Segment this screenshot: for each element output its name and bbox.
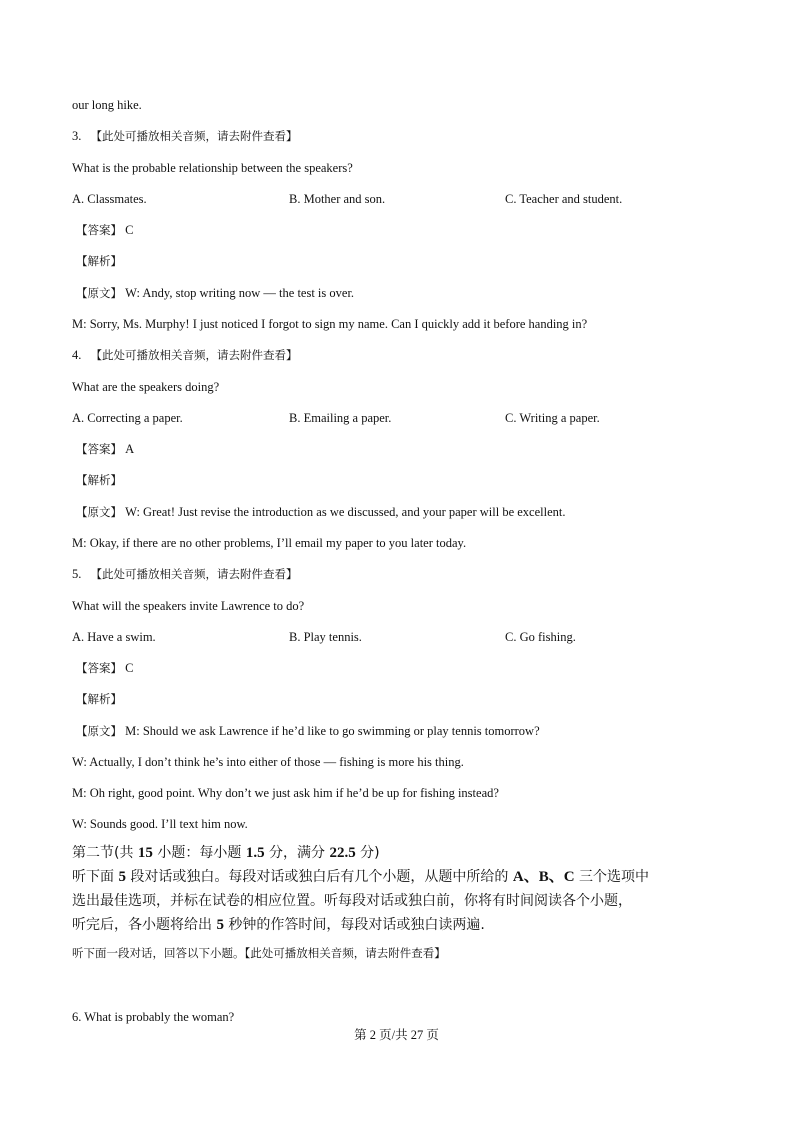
question-5-transcript-1 [76,723,540,739]
audio-placeholder: 【此处可播放相关音频，请去附件查看】 [90,348,298,362]
audio-placeholder: 【此处可播放相关音频，请去附件查看】 [90,567,298,581]
title-part: 小题：每小题 [152,845,246,861]
question-5-header [72,566,298,582]
question-number: 5. [72,567,82,581]
question-5-option-b: B. Play tennis. [289,630,362,644]
instruction-part: 三个选项中 [574,869,649,885]
question-5-transcript-4: W: Sounds good. I’ll text him now. [72,817,248,831]
question-number: 3. [72,129,82,143]
instruction-number: 5 [216,917,224,933]
question-4-answer [76,441,134,457]
question-4-option-a: A. Correcting a paper. [72,411,183,425]
answer-tag: 【答案】 [76,661,122,675]
question-5-transcript-2: W: Actually, I don’t think he’s into either of those — fishing is more his thing. [72,755,464,769]
question-3-text: What is the probable relationship between the speakers? [72,161,353,175]
transcript-line: W: Great! Just revise the introduction as we discussed, and your paper will be excellent. [125,505,566,519]
question-4-text: What are the speakers doing? [72,380,220,394]
title-number: 1.5 [245,845,265,861]
question-4-header [72,347,298,363]
transcript-tag: 【原文】 [76,505,122,519]
audio-placeholder: 【此处可播放相关音频，请去附件查看】 [90,129,298,143]
question-4-option-c: C. Writing a paper. [505,411,600,425]
transcript-line: M: Should we ask Lawrence if he’d like to go swimming or play tennis tomorrow? [125,724,540,738]
question-number: 4. [72,348,82,362]
question-5-transcript-3: M: Oh right, good point. Why don’t we just ask him if he’d be up for fishing instead? [72,786,499,800]
question-5-text: What will the speakers invite Lawrence to do? [72,599,305,613]
answer-value: A [125,442,135,456]
section-2-instruction-2: 选出最佳选项，并标在试卷的相应位置。听每段对话或独白前，你将有时间阅读各个小题， [72,893,632,909]
question-3-option-c: C. Teacher and student. [505,192,623,206]
question-3-transcript-2: M: Sorry, Ms. Murphy! I just noticed I forgot to sign my name. Can I quickly add it before handing in? [72,317,588,331]
question-3-analysis: 【解析】 [76,254,122,268]
instruction-part: 听完后，各小题将给出 [72,917,217,933]
answer-tag: 【答案】 [76,442,122,456]
transcript-line: W: Andy, stop writing now — the test is over. [125,286,355,300]
answer-value: C [125,223,134,237]
question-5-analysis: 【解析】 [76,692,122,706]
transcript-tag: 【原文】 [76,724,122,738]
answer-value: C [125,661,134,675]
section-2-instruction-1 [72,866,649,888]
question-3-answer [76,222,133,238]
question-6-text: 6. What is probably the woman? [72,1010,235,1024]
title-number: 22.5 [329,845,356,861]
question-3-option-a: A. Classmates. [72,192,147,206]
question-5-option-a: A. Have a swim. [72,630,156,644]
title-part: 分，满分 [264,845,330,861]
question-4-option-b: B. Emailing a paper. [289,411,392,425]
instruction-number: 5 [118,869,126,885]
title-part: 第二节(共 [72,845,138,861]
section-2-title [72,842,380,864]
instruction-part: 段对话或独白。每段对话或独白后有几个小题，从题中所给的 [125,869,513,885]
title-part: 分) [355,845,380,861]
listening-instruction: 听下面一段对话，回答以下小题。【此处可播放相关音频，请去附件查看】 [72,946,446,960]
question-4-transcript-1 [76,504,566,520]
continued-text: our long hike. [72,98,142,112]
question-4-analysis: 【解析】 [76,473,122,487]
title-number: 15 [137,845,153,861]
question-3-header [72,128,298,144]
transcript-tag: 【原文】 [76,286,122,300]
instruction-part: 听下面 [72,869,119,885]
page-footer: 第 2 页/共 27 页 [354,1028,439,1042]
instruction-options: A、B、C [512,869,575,885]
question-4-transcript-2: M: Okay, if there are no other problems, I’ll email my paper to you later today. [72,536,467,550]
instruction-part: 秒钟的作答时间，每段对话或独白读两遍. [223,917,485,933]
question-3-transcript-1 [76,285,354,301]
question-3-option-b: B. Mother and son. [289,192,386,206]
section-2-instruction-3 [72,914,485,936]
question-5-answer [76,660,133,676]
answer-tag: 【答案】 [76,223,122,237]
question-5-option-c: C. Go fishing. [505,630,576,644]
